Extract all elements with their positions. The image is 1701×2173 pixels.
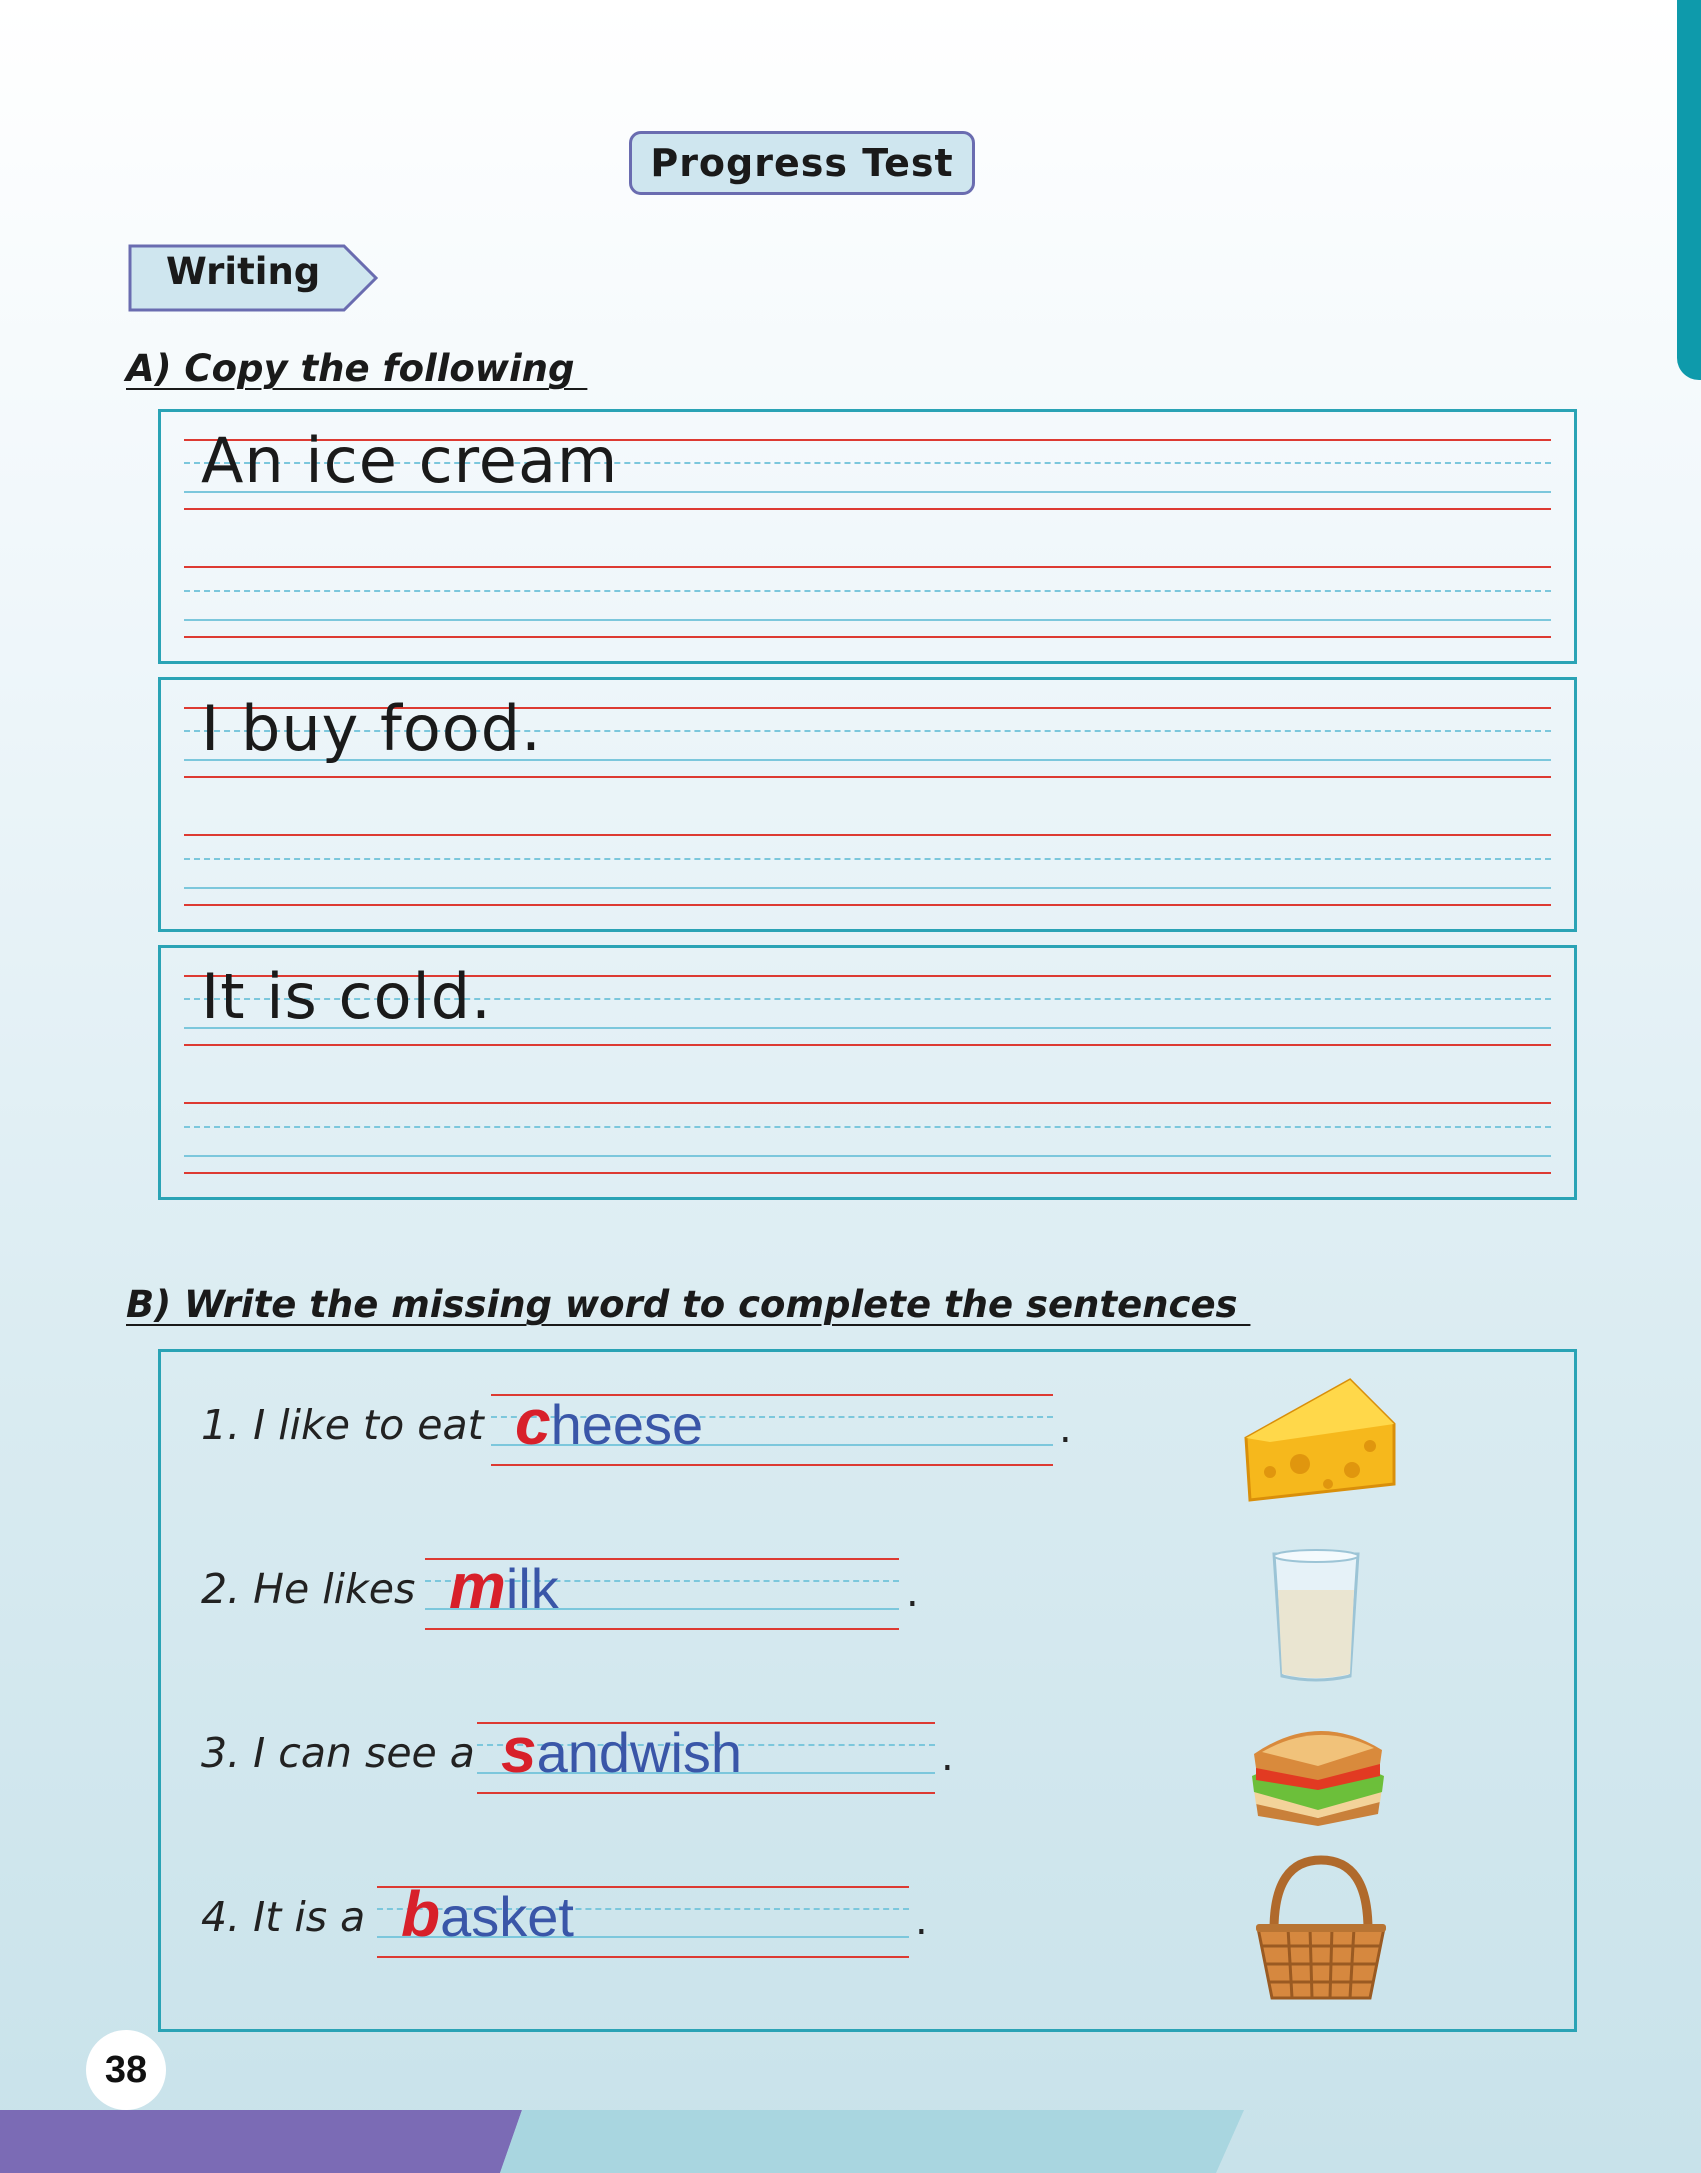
copy-box-2[interactable]	[158, 677, 1577, 932]
sentence-end-1: .	[1059, 1406, 1072, 1452]
answer-text-1: cheese	[515, 1386, 704, 1458]
page-title: Progress Test	[629, 131, 975, 195]
copy-box-3[interactable]	[158, 945, 1577, 1200]
section-b-heading: B) Write the missing word to complete the sentences	[126, 1283, 1251, 1326]
fill-in-box	[158, 1349, 1577, 2032]
page-number: 38	[86, 2030, 166, 2110]
answer-text-3: sandwish	[501, 1714, 743, 1786]
copy-model-text: An ice cream	[201, 424, 619, 497]
milk-glass-icon	[1268, 1546, 1364, 1686]
sentence-end-4: .	[915, 1898, 928, 1944]
sentence-prompt-3: 3. I can see a	[201, 1729, 475, 1777]
copy-model-text: It is cold.	[201, 960, 492, 1033]
sentence-prompt-4: 4. It is a	[201, 1893, 366, 1941]
cheese-icon	[1240, 1372, 1400, 1504]
decorative-edge-bar	[1677, 0, 1701, 380]
answer-line-4[interactable]	[377, 1878, 909, 1958]
answer-text-4: basket	[401, 1878, 574, 1950]
sentence-prompt-1: 1. I like to eat	[201, 1401, 484, 1449]
answer-line-3[interactable]	[477, 1714, 935, 1794]
section-tag: Writing	[166, 250, 321, 293]
copy-model-text: I buy food.	[201, 692, 542, 765]
sentence-prompt-2: 2. He likes	[201, 1565, 416, 1613]
section-a-heading: A) Copy the following	[126, 347, 588, 390]
answer-line-1[interactable]	[491, 1386, 1053, 1466]
answer-text-2: milk	[449, 1550, 559, 1622]
sentence-end-2: .	[906, 1570, 919, 1616]
footer-band	[0, 2110, 1701, 2173]
sentence-end-3: .	[941, 1734, 954, 1780]
basket-icon	[1252, 1854, 1390, 2004]
copy-box-1[interactable]	[158, 409, 1577, 664]
answer-line-2[interactable]	[425, 1550, 899, 1630]
sandwich-icon	[1248, 1710, 1388, 1826]
